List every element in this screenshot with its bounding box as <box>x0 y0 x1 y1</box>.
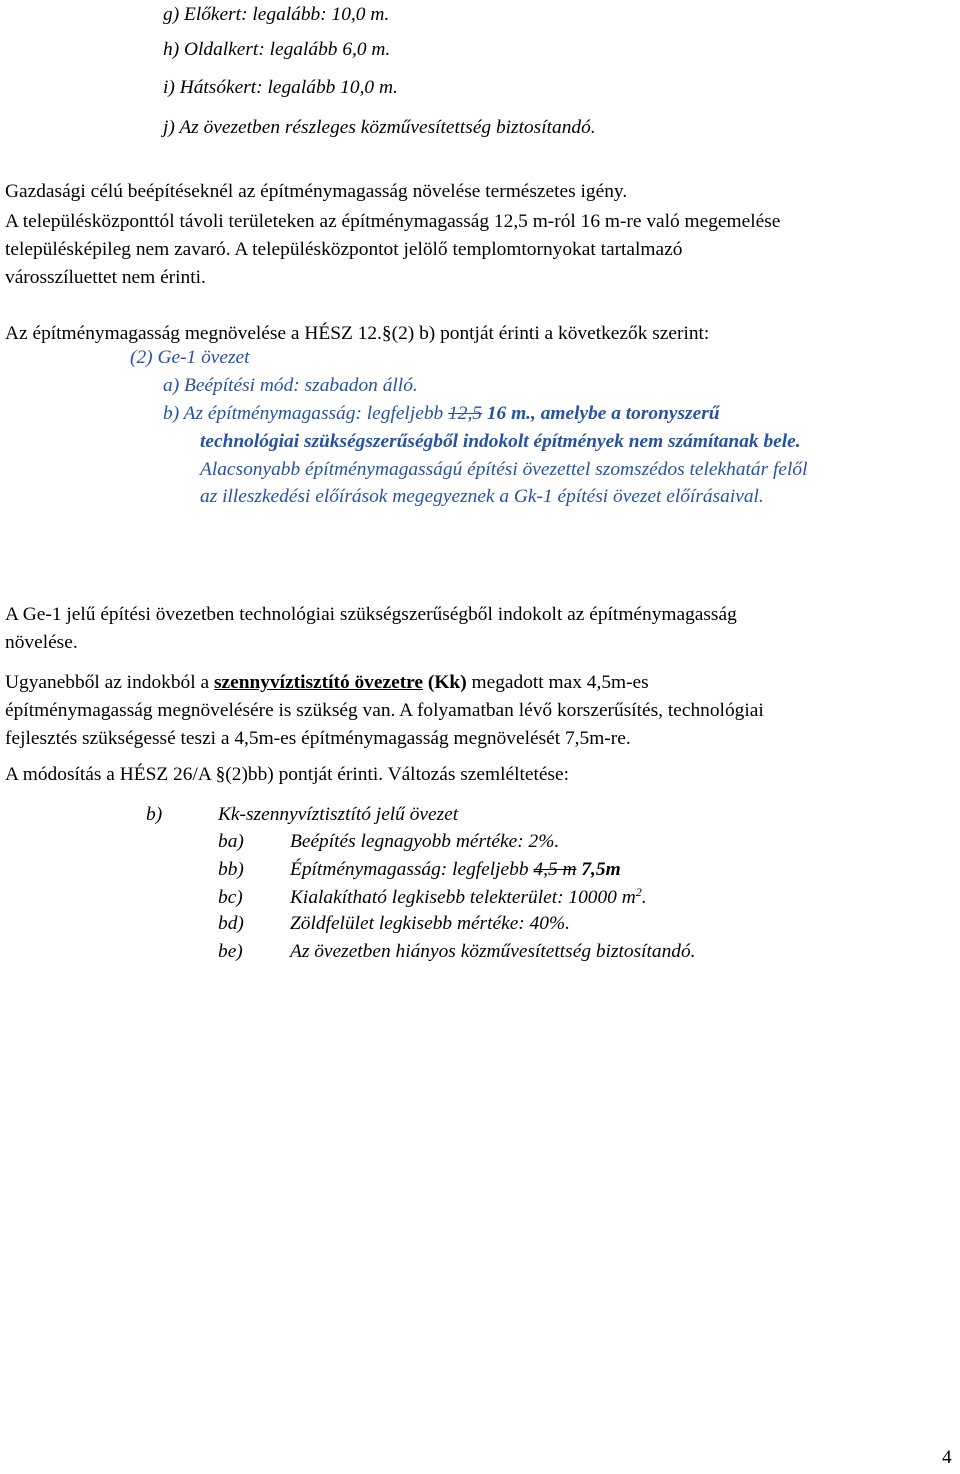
list-label: bc) <box>218 887 243 908</box>
deleted-value: 4,5 m <box>533 859 577 880</box>
zone-heading: (2) Ge-1 övezet <box>130 347 250 368</box>
list-item-text-prefix: Építménymagasság: legfeljebb <box>290 859 534 880</box>
paragraph-line: A módosítás a HÉSZ 26/A §(2)bb) pontját érinti. Változás szemléltetése: <box>5 764 570 785</box>
list-item-i: i) Hátsókert: legalább 10,0 m. <box>163 77 398 98</box>
paragraph-line: Az építménymagasság megnövelése a HÉSZ 12.§(2) b) pontját érinti a következők szerint: <box>5 323 710 344</box>
deleted-value: 12,5 <box>448 403 482 424</box>
list-label: be) <box>218 941 243 962</box>
inserted-value: 16 m. <box>482 403 532 424</box>
rule-text-line: Alacsonyabb építménymagasságú építési övezettel szomszédos telekhatár felől <box>200 459 808 480</box>
paragraph-line: A Ge-1 jelű építési övezetben technológiai szükségszerűségből indokolt az építménymagasság <box>5 604 737 625</box>
list-item-text <box>290 886 647 910</box>
list-item-text: Beépítés legnagyobb mértéke: 2%. <box>290 831 560 852</box>
list-item-text-tail: . <box>641 887 647 908</box>
list-label: bd) <box>218 913 244 934</box>
list-item-text: Zöldfelület legkisebb mértéke: 40%. <box>290 913 570 934</box>
paragraph-line: növelése. <box>5 632 78 653</box>
list-item-text <box>290 858 621 882</box>
paragraph-line <box>5 671 649 695</box>
zone-code: (Kk) <box>427 672 467 693</box>
paragraph-line: A településközponttól távoli területeken az építménymagasság 12,5 m-ról 16 m-re való megemelése <box>5 211 781 232</box>
list-label: ba) <box>218 831 244 852</box>
rule-item-a: a) Beépítési mód: szabadon álló. <box>163 375 418 396</box>
paragraph-line: városszíluettet nem érinti. <box>5 267 206 288</box>
inserted-value: 7,5m <box>576 859 621 880</box>
page-number: 4 <box>942 1447 952 1468</box>
emphasized-text: szennyvíztisztító övezetre <box>213 672 424 693</box>
list-item-j: j) Az övezetben részleges közművesítettség biztosítandó. <box>163 117 596 138</box>
inserted-text: , amelybe a toronyszerű <box>531 403 720 424</box>
paragraph-text: megadott max 4,5m-es <box>466 672 649 693</box>
paragraph-line: településképileg nem zavaró. A településközpontot jelölő templomtornyokat tartalmazó <box>5 239 683 260</box>
rule-item-b-prefix: b) Az építménymagasság: legfeljebb <box>163 403 449 424</box>
rule-text-line: az illeszkedési előírások megegyeznek a Gk-1 építési övezet előírásaival. <box>200 486 764 507</box>
list-item-g: g) Előkert: legalább: 10,0 m. <box>163 4 390 25</box>
list-heading: Kk-szennyvíztisztító jelű övezet <box>218 804 459 825</box>
list-label: bb) <box>218 859 244 880</box>
paragraph-text: Ugyanebből az indokból a <box>5 672 214 693</box>
paragraph-line: Gazdasági célú beépítéseknél az építménymagasság növelése természetes igény. <box>5 181 628 202</box>
inserted-text-line: technológiai szükségszerűségből indokolt építmények nem számítanak bele. <box>200 431 801 452</box>
list-item-text: Az övezetben hiányos közművesítettség biztosítandó. <box>290 941 696 962</box>
superscript: 2 <box>635 885 642 899</box>
paragraph-line: fejlesztés szükségessé teszi a 4,5m-es építménymagasság megnövelését 7,5m-re. <box>5 728 631 749</box>
rule-item-b <box>163 402 720 426</box>
paragraph-line: építménymagasság megnövelésére is szükség van. A folyamatban lévő korszerűsítés, technológiai <box>5 700 764 721</box>
list-item-h: h) Oldalkert: legalább 6,0 m. <box>163 39 391 60</box>
list-item-text-prefix: Kialakítható legkisebb telekterület: 10000 m <box>290 887 636 908</box>
list-label: b) <box>146 804 163 825</box>
